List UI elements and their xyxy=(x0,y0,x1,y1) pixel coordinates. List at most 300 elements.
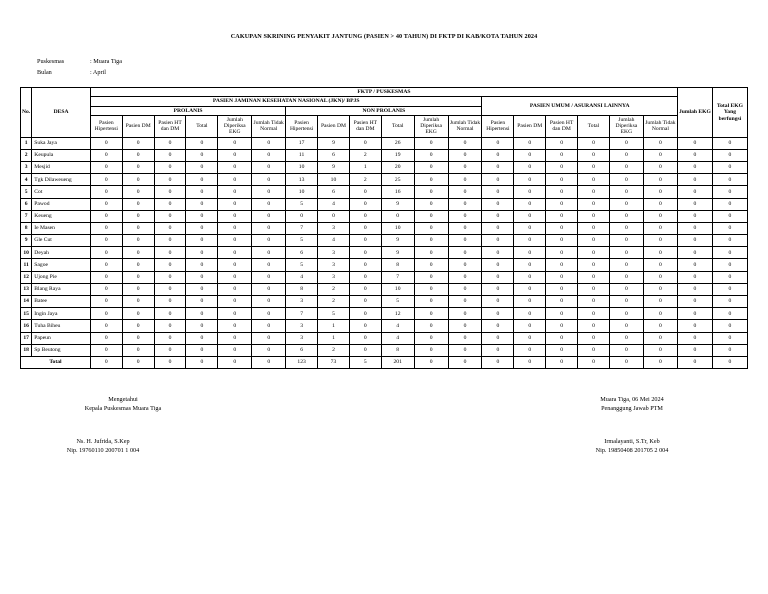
header-non-prolanis: NON PROLANIS xyxy=(286,106,482,115)
row-value: 0 xyxy=(643,271,677,283)
row-value: 0 xyxy=(448,186,482,198)
row-value: 0 xyxy=(677,271,712,283)
row-value: 0 xyxy=(414,210,448,222)
row-value: 0 xyxy=(154,198,186,210)
subheader-pasien-ht-dm: Pasien HT dan DM xyxy=(546,115,578,137)
row-value: 0 xyxy=(349,210,381,222)
row-value: 0 xyxy=(90,344,122,356)
row-value: 0 xyxy=(90,308,122,320)
row-value: 0 xyxy=(643,296,677,308)
row-value: 2 xyxy=(318,344,350,356)
table-row xyxy=(21,149,748,161)
row-value: 0 xyxy=(609,259,643,271)
row-value: 0 xyxy=(252,210,286,222)
row-value: 0 xyxy=(482,137,514,149)
row-value: 0 xyxy=(514,247,546,259)
row-value: 19 xyxy=(381,149,414,161)
subheader-pasien-dm: Pasien DM xyxy=(514,115,546,137)
row-value: 0 xyxy=(482,174,514,186)
total-value: 0 xyxy=(186,356,218,368)
row-value: 0 xyxy=(414,296,448,308)
row-value: 0 xyxy=(448,247,482,259)
row-value: 0 xyxy=(482,198,514,210)
row-value: 10 xyxy=(381,222,414,234)
row-value: 0 xyxy=(186,283,218,295)
row-value: 0 xyxy=(712,247,747,259)
table-row xyxy=(21,247,748,259)
subheader-pasien-dm: Pasien DM xyxy=(318,115,350,137)
row-value: 0 xyxy=(643,320,677,332)
subheader-total: Total xyxy=(381,115,414,137)
signature-left-nip: Nip. 19760110 200701 1 004 xyxy=(66,446,140,454)
row-value: 0 xyxy=(252,344,286,356)
row-value: 17 xyxy=(286,137,318,149)
row-value: 5 xyxy=(381,296,414,308)
row-value: 0 xyxy=(578,296,610,308)
row-value: 9 xyxy=(381,198,414,210)
table-row xyxy=(21,344,748,356)
subheader-pasien-ht-dm: Pasien HT dan DM xyxy=(349,115,381,137)
row-value: 0 xyxy=(414,149,448,161)
row-number: 13 xyxy=(21,283,32,295)
row-value: 3 xyxy=(318,259,350,271)
row-value: 0 xyxy=(677,174,712,186)
row-value: 0 xyxy=(578,149,610,161)
total-value: 0 xyxy=(643,356,677,368)
header-desa: DESA xyxy=(32,88,91,138)
row-value: 0 xyxy=(90,174,122,186)
row-value: 0 xyxy=(578,332,610,344)
row-value: 0 xyxy=(186,271,218,283)
row-desa: Ujong Pie xyxy=(32,271,91,283)
row-value: 0 xyxy=(643,161,677,173)
row-value: 0 xyxy=(482,296,514,308)
row-value: 0 xyxy=(186,320,218,332)
row-value: 0 xyxy=(609,247,643,259)
row-value: 0 xyxy=(578,137,610,149)
row-number: 8 xyxy=(21,222,32,234)
subheader-total: Total xyxy=(186,115,218,137)
row-value: 26 xyxy=(381,137,414,149)
row-value: 0 xyxy=(186,137,218,149)
row-value: 0 xyxy=(349,283,381,295)
row-value: 0 xyxy=(90,259,122,271)
row-value: 0 xyxy=(252,174,286,186)
row-value: 0 xyxy=(578,174,610,186)
row-value: 0 xyxy=(186,174,218,186)
row-value: 0 xyxy=(677,137,712,149)
row-value: 0 xyxy=(186,210,218,222)
row-value: 0 xyxy=(448,332,482,344)
row-value: 9 xyxy=(318,137,350,149)
row-value: 3 xyxy=(286,296,318,308)
row-value: 0 xyxy=(90,222,122,234)
row-value: 0 xyxy=(218,332,252,344)
row-value: 0 xyxy=(609,235,643,247)
header-jkn: PASIEN JAMINAN KESEHATAN NASIONAL (JKN)/ BPJS xyxy=(90,97,482,106)
total-value: 0 xyxy=(154,356,186,368)
row-value: 0 xyxy=(677,283,712,295)
row-number: 17 xyxy=(21,332,32,344)
row-number: 6 xyxy=(21,198,32,210)
row-value: 0 xyxy=(349,320,381,332)
row-value: 0 xyxy=(677,296,712,308)
signature-left xyxy=(58,396,188,414)
signature-right-line1: Muara Tiga, 06 Mei 2024 xyxy=(600,396,664,403)
row-value: 0 xyxy=(349,259,381,271)
row-value: 0 xyxy=(482,186,514,198)
row-value: 0 xyxy=(122,161,154,173)
row-value: 0 xyxy=(643,283,677,295)
row-value: 0 xyxy=(414,259,448,271)
row-value: 0 xyxy=(252,296,286,308)
row-value: 0 xyxy=(677,222,712,234)
subheader-jumlah-diperiksa-ekg: Jumlah Diperiksa EKG xyxy=(414,115,448,137)
row-value: 0 xyxy=(186,161,218,173)
row-value: 0 xyxy=(218,149,252,161)
row-value: 0 xyxy=(448,320,482,332)
table-row xyxy=(21,332,748,344)
row-value: 0 xyxy=(154,149,186,161)
signature-left-sign xyxy=(38,438,168,456)
row-value: 0 xyxy=(514,271,546,283)
row-value: 0 xyxy=(186,332,218,344)
row-value: 0 xyxy=(482,210,514,222)
row-number: 5 xyxy=(21,186,32,198)
row-value: 0 xyxy=(546,271,578,283)
row-value: 0 xyxy=(448,259,482,271)
row-value: 0 xyxy=(252,137,286,149)
signature-right xyxy=(567,396,697,414)
row-value: 0 xyxy=(218,283,252,295)
row-value: 0 xyxy=(609,186,643,198)
row-value: 0 xyxy=(218,344,252,356)
row-value: 0 xyxy=(677,259,712,271)
row-value: 7 xyxy=(286,222,318,234)
row-value: 0 xyxy=(712,308,747,320)
row-value: 0 xyxy=(712,174,747,186)
row-desa: Sp Beutong xyxy=(32,344,91,356)
row-value: 0 xyxy=(154,174,186,186)
puskesmas-value: : Muara Tiga xyxy=(90,58,122,65)
row-number: 14 xyxy=(21,296,32,308)
row-value: 10 xyxy=(381,283,414,295)
row-value: 0 xyxy=(712,149,747,161)
subheader-pasien-hipertensi: Pasien Hipertensi xyxy=(286,115,318,137)
row-value: 0 xyxy=(186,235,218,247)
row-value: 0 xyxy=(122,149,154,161)
table-row xyxy=(21,210,748,222)
row-value: 0 xyxy=(514,186,546,198)
row-value: 0 xyxy=(252,283,286,295)
row-value: 0 xyxy=(349,332,381,344)
row-value: 0 xyxy=(90,332,122,344)
row-value: 0 xyxy=(482,332,514,344)
row-value: 7 xyxy=(286,308,318,320)
row-value: 0 xyxy=(90,320,122,332)
subheader-jumlah-diperiksa-ekg: Jumlah Diperiksa EKG xyxy=(609,115,643,137)
row-value: 0 xyxy=(414,283,448,295)
row-value: 2 xyxy=(349,174,381,186)
row-value: 0 xyxy=(154,283,186,295)
row-value: 0 xyxy=(482,222,514,234)
row-value: 0 xyxy=(252,186,286,198)
row-desa: Deyah xyxy=(32,247,91,259)
row-value: 8 xyxy=(381,259,414,271)
row-value: 0 xyxy=(218,186,252,198)
row-value: 0 xyxy=(414,332,448,344)
row-value: 0 xyxy=(349,222,381,234)
row-value: 0 xyxy=(448,149,482,161)
row-value: 7 xyxy=(381,271,414,283)
row-value: 0 xyxy=(448,222,482,234)
row-value: 0 xyxy=(122,198,154,210)
row-value: 0 xyxy=(448,235,482,247)
row-value: 0 xyxy=(482,149,514,161)
row-value: 0 xyxy=(609,320,643,332)
table-row xyxy=(21,235,748,247)
total-label: Total xyxy=(21,356,91,368)
row-value: 0 xyxy=(122,174,154,186)
row-value: 0 xyxy=(546,283,578,295)
row-value: 6 xyxy=(286,344,318,356)
row-value: 0 xyxy=(514,259,546,271)
row-value: 0 xyxy=(578,161,610,173)
row-value: 0 xyxy=(90,296,122,308)
row-value: 0 xyxy=(252,161,286,173)
row-value: 0 xyxy=(643,174,677,186)
row-value: 0 xyxy=(448,344,482,356)
row-value: 0 xyxy=(546,308,578,320)
row-value: 0 xyxy=(712,161,747,173)
row-value: 0 xyxy=(252,149,286,161)
total-value: 0 xyxy=(252,356,286,368)
subheader-jumlah-tidak-normal: Jumlah Tidak Normal xyxy=(448,115,482,137)
row-value: 0 xyxy=(186,186,218,198)
row-value: 0 xyxy=(218,320,252,332)
row-value: 0 xyxy=(186,247,218,259)
row-value: 0 xyxy=(609,198,643,210)
row-value: 0 xyxy=(609,332,643,344)
row-value: 0 xyxy=(514,283,546,295)
row-value: 0 xyxy=(252,198,286,210)
row-value: 0 xyxy=(448,271,482,283)
row-value: 0 xyxy=(122,186,154,198)
table-row xyxy=(21,320,748,332)
row-value: 5 xyxy=(286,235,318,247)
row-desa: Mesjid xyxy=(32,161,91,173)
row-value: 3 xyxy=(286,332,318,344)
row-value: 0 xyxy=(186,259,218,271)
row-value: 0 xyxy=(448,283,482,295)
row-value: 4 xyxy=(318,235,350,247)
row-desa: Tuha Biheu xyxy=(32,320,91,332)
row-value: 0 xyxy=(252,235,286,247)
row-value: 0 xyxy=(609,137,643,149)
row-value: 0 xyxy=(677,308,712,320)
row-number: 15 xyxy=(21,308,32,320)
row-value: 0 xyxy=(546,320,578,332)
row-value: 0 xyxy=(414,344,448,356)
row-value: 4 xyxy=(381,332,414,344)
row-value: 0 xyxy=(482,259,514,271)
row-value: 16 xyxy=(381,186,414,198)
row-value: 8 xyxy=(381,344,414,356)
row-value: 25 xyxy=(381,174,414,186)
row-value: 10 xyxy=(286,186,318,198)
row-value: 0 xyxy=(414,137,448,149)
row-value: 0 xyxy=(546,344,578,356)
row-number: 1 xyxy=(21,137,32,149)
row-value: 0 xyxy=(514,210,546,222)
row-value: 0 xyxy=(448,161,482,173)
row-value: 6 xyxy=(318,149,350,161)
row-value: 0 xyxy=(122,296,154,308)
row-value: 0 xyxy=(218,296,252,308)
row-value: 0 xyxy=(578,259,610,271)
signature-left-name: Ns. H. Jufrida, S.Kep xyxy=(76,438,130,445)
signature-left-line2: Kepala Puskesmas Muara Tiga xyxy=(84,404,162,412)
row-value: 0 xyxy=(122,222,154,234)
header-prolanis: PROLANIS xyxy=(90,106,285,115)
row-value: 0 xyxy=(609,308,643,320)
row-value: 0 xyxy=(218,137,252,149)
row-value: 0 xyxy=(546,296,578,308)
table-row xyxy=(21,198,748,210)
row-desa: Blang Raya xyxy=(32,283,91,295)
row-value: 0 xyxy=(252,320,286,332)
row-value: 0 xyxy=(546,149,578,161)
row-value: 12 xyxy=(381,308,414,320)
row-value: 0 xyxy=(122,137,154,149)
row-value: 0 xyxy=(482,271,514,283)
row-value: 0 xyxy=(546,198,578,210)
row-value: 0 xyxy=(448,308,482,320)
row-value: 0 xyxy=(90,137,122,149)
row-number: 12 xyxy=(21,271,32,283)
row-value: 0 xyxy=(381,210,414,222)
row-value: 0 xyxy=(154,161,186,173)
table-row xyxy=(21,222,748,234)
row-value: 0 xyxy=(514,222,546,234)
row-value: 0 xyxy=(414,198,448,210)
row-value: 0 xyxy=(349,186,381,198)
row-value: 0 xyxy=(546,174,578,186)
total-value: 0 xyxy=(414,356,448,368)
total-value: 0 xyxy=(218,356,252,368)
row-value: 0 xyxy=(514,296,546,308)
row-value: 4 xyxy=(381,320,414,332)
row-value: 0 xyxy=(448,198,482,210)
table-row xyxy=(21,296,748,308)
header-no: No. xyxy=(21,88,32,138)
row-value: 0 xyxy=(643,308,677,320)
row-value: 0 xyxy=(677,320,712,332)
row-desa: Keueng xyxy=(32,210,91,222)
row-value: 0 xyxy=(218,161,252,173)
row-value: 0 xyxy=(154,320,186,332)
total-value: 5 xyxy=(349,356,381,368)
row-value: 0 xyxy=(154,235,186,247)
row-value: 0 xyxy=(252,222,286,234)
row-value: 0 xyxy=(154,186,186,198)
row-value: 0 xyxy=(643,186,677,198)
row-value: 0 xyxy=(349,247,381,259)
row-value: 2 xyxy=(349,149,381,161)
row-value: 0 xyxy=(712,222,747,234)
row-value: 0 xyxy=(546,222,578,234)
row-value: 0 xyxy=(712,271,747,283)
row-number: 18 xyxy=(21,344,32,356)
row-number: 3 xyxy=(21,161,32,173)
total-value: 0 xyxy=(90,356,122,368)
row-value: 0 xyxy=(482,235,514,247)
total-value: 0 xyxy=(546,356,578,368)
row-number: 7 xyxy=(21,210,32,222)
row-value: 5 xyxy=(286,198,318,210)
row-value: 3 xyxy=(318,271,350,283)
row-value: 0 xyxy=(414,320,448,332)
row-value: 0 xyxy=(643,149,677,161)
table-row xyxy=(21,161,748,173)
row-value: 0 xyxy=(712,320,747,332)
row-value: 0 xyxy=(578,308,610,320)
row-value: 0 xyxy=(349,137,381,149)
row-value: 1 xyxy=(318,332,350,344)
row-number: 9 xyxy=(21,235,32,247)
subheader-jumlah-tidak-normal: Jumlah Tidak Normal xyxy=(643,115,677,137)
row-value: 0 xyxy=(252,247,286,259)
row-value: 0 xyxy=(122,332,154,344)
row-desa: Pawod xyxy=(32,198,91,210)
row-value: 0 xyxy=(122,344,154,356)
row-value: 0 xyxy=(609,271,643,283)
row-value: 0 xyxy=(514,320,546,332)
row-value: 0 xyxy=(482,344,514,356)
puskesmas-label: Puskesmas xyxy=(37,58,65,65)
signature-right-nip: Nip. 19850408 201705 2 004 xyxy=(595,446,669,454)
total-value: 0 xyxy=(482,356,514,368)
row-value: 0 xyxy=(154,296,186,308)
row-value: 0 xyxy=(414,308,448,320)
row-number: 16 xyxy=(21,320,32,332)
row-value: 5 xyxy=(318,308,350,320)
total-value: 0 xyxy=(712,356,747,368)
header-fktp: FKTP / PUSKESMAS xyxy=(90,88,677,97)
row-value: 0 xyxy=(349,271,381,283)
table-row xyxy=(21,174,748,186)
row-value: 0 xyxy=(677,210,712,222)
row-value: 0 xyxy=(186,308,218,320)
row-value: 10 xyxy=(318,174,350,186)
row-value: 0 xyxy=(154,271,186,283)
row-value: 6 xyxy=(318,186,350,198)
total-value: 0 xyxy=(514,356,546,368)
row-value: 0 xyxy=(546,210,578,222)
row-value: 0 xyxy=(318,210,350,222)
row-value: 0 xyxy=(252,259,286,271)
signature-right-line2: Penanggung Jawab PTM xyxy=(601,404,663,412)
row-value: 0 xyxy=(448,210,482,222)
total-value: 73 xyxy=(318,356,350,368)
subheader-total: Total xyxy=(578,115,610,137)
table-row xyxy=(21,259,748,271)
row-value: 0 xyxy=(578,283,610,295)
row-value: 0 xyxy=(154,332,186,344)
header-jumlah-ekg: Jumlah EKG xyxy=(677,88,712,138)
row-value: 0 xyxy=(448,137,482,149)
row-value: 0 xyxy=(122,247,154,259)
